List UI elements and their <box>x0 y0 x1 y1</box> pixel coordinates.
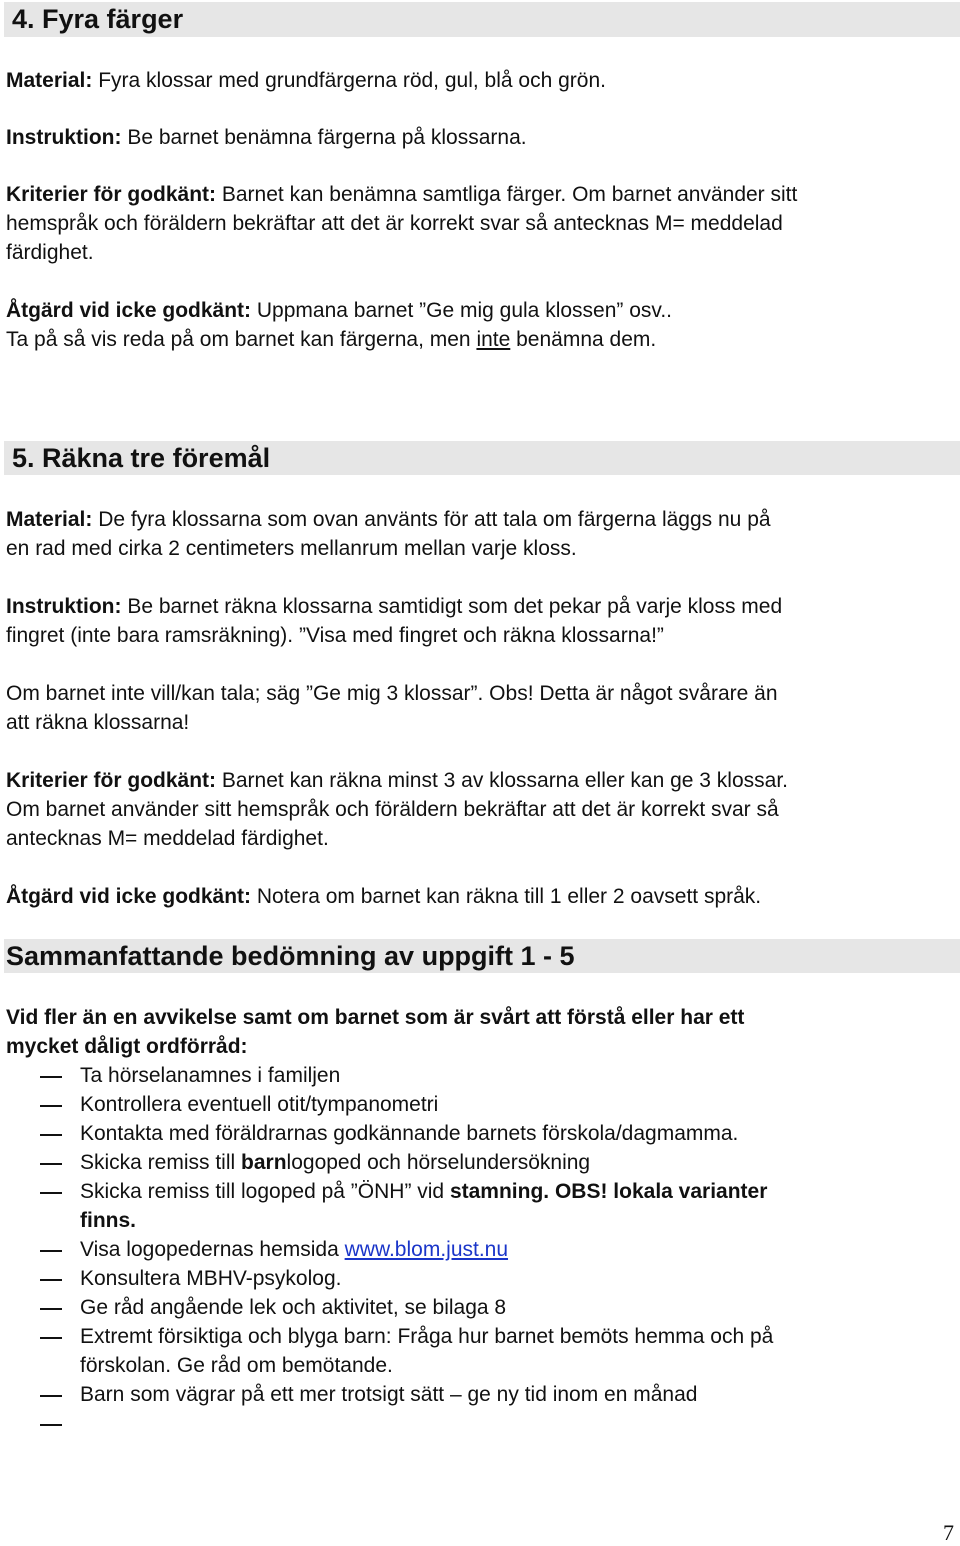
s4-atgard-text1: Uppmana barnet ”Ge mig gula klossen” osv.. <box>251 299 673 322</box>
s5-om-line2: att räkna klossarna! <box>6 711 190 734</box>
s5-atgard-text: Notera om barnet kan räkna till 1 eller 2 oavsett språk. <box>251 885 762 908</box>
s4-material <box>6 70 606 91</box>
page-number: 7 <box>943 1520 954 1545</box>
list-item-text: Skicka remiss till <box>80 1151 242 1174</box>
s4-material-label: Material: <box>6 69 93 92</box>
section-5-heading: 5. Räkna tre föremål <box>12 443 271 473</box>
s4-kriterier-line1 <box>6 184 797 205</box>
list-item <box>80 1181 767 1202</box>
s4-atgard-text2a: Ta på så vis reda på om barnet kan färgerna, men <box>6 328 477 351</box>
summary-intro-line1: Vid fler än en avvikelse samt om barnet som är svårt att förstå eller har ett <box>6 1006 745 1029</box>
list-dash <box>40 1337 62 1339</box>
section-4-heading-band <box>4 2 960 37</box>
s5-kriterier-line3: antecknas M= meddelad färdighet. <box>6 827 329 850</box>
s5-material-label: Material: <box>6 508 93 531</box>
s5-material-text1: De fyra klossarna som ovan använts för att tala om färgerna läggs nu på <box>92 508 771 531</box>
s5-instruktion-line2: fingret (inte bara ramsräkning). ”Visa med fingret och räkna klossarna!” <box>6 624 664 647</box>
s4-kriterier-line3: färdighet. <box>6 241 94 264</box>
s4-instruktion <box>6 127 527 148</box>
summary-heading-band <box>4 939 960 973</box>
list-item-bold: stamning. OBS! lokala varianter <box>449 1180 768 1203</box>
list-dash <box>40 1076 62 1078</box>
s5-atgard <box>6 886 761 907</box>
blom-website-link[interactable]: www.blom.just.nu <box>344 1238 509 1261</box>
s5-kriterier-label: Kriterier för godkänt: <box>6 769 217 792</box>
s5-om-line1: Om barnet inte vill/kan tala; säg ”Ge mig 3 klossar”. Obs! Detta är något svårare än <box>6 682 778 705</box>
list-dash <box>40 1134 62 1136</box>
s4-atgard-line2 <box>6 329 656 350</box>
s5-kriterier-text1: Barnet kan räkna minst 3 av klossarna eller kan ge 3 klossar. <box>216 769 788 792</box>
list-dash <box>40 1395 62 1397</box>
list-item: Ta hörselanamnes i familjen <box>80 1064 341 1087</box>
list-item-text: Visa logopedernas hemsida <box>80 1238 345 1261</box>
section-4-heading: 4. Fyra färger <box>12 4 184 34</box>
section-5-heading-band <box>4 441 960 475</box>
list-item <box>80 1239 508 1260</box>
s4-kriterier-line2: hemspråk och föräldern bekräftar att det är korrekt svar så antecknas M= meddelad <box>6 212 783 235</box>
list-dash-empty <box>40 1424 62 1426</box>
s4-atgard-text2b: benämna dem. <box>510 328 657 351</box>
list-item-continuation: förskolan. Ge råd om bemötande. <box>80 1354 393 1377</box>
list-item: Barn som vägrar på ett mer trotsigt sätt – ge ny tid inom en månad <box>80 1383 698 1406</box>
s5-material-line1 <box>6 509 771 530</box>
list-dash <box>40 1279 62 1281</box>
summary-intro-line2: mycket dåligt ordförråd: <box>6 1035 248 1058</box>
s5-material-line2: en rad med cirka 2 centimeters mellanrum mellan varje kloss. <box>6 537 577 560</box>
list-item-text: logoped och hörselundersökning <box>286 1151 591 1174</box>
list-item-text: Skicka remiss till logoped på ”ÖNH” vid <box>80 1180 450 1203</box>
s5-kriterier-line2: Om barnet använder sitt hemspråk och föräldern bekräftar att det är korrekt svar så <box>6 798 779 821</box>
list-item: Konsultera MBHV-psykolog. <box>80 1267 342 1290</box>
s4-atgard-underlined: inte <box>476 328 511 351</box>
s5-kriterier-line1 <box>6 770 788 791</box>
s4-instruktion-text: Be barnet benämna färgerna på klossarna. <box>121 126 527 149</box>
s4-kriterier-label: Kriterier för godkänt: <box>6 183 217 206</box>
list-item-continuation: finns. <box>80 1209 136 1232</box>
s5-instruktion-line1 <box>6 596 782 617</box>
list-item: Extremt försiktiga och blyga barn: Fråga hur barnet bemöts hemma och på <box>80 1325 774 1348</box>
list-dash <box>40 1192 62 1194</box>
summary-heading: Sammanfattande bedömning av uppgift 1 - 5 <box>6 941 575 971</box>
list-item: Kontakta med föräldrarnas godkännande barnets förskola/dagmamma. <box>80 1122 739 1145</box>
list-dash <box>40 1250 62 1252</box>
list-item-bold: barn <box>241 1151 287 1174</box>
list-item <box>80 1152 590 1173</box>
s4-kriterier-text1: Barnet kan benämna samtliga färger. Om barnet använder sitt <box>216 183 798 206</box>
s5-instruktion-text1: Be barnet räkna klossarna samtidigt som det pekar på varje kloss med <box>121 595 783 618</box>
list-dash <box>40 1163 62 1165</box>
s5-atgard-label: Åtgärd vid icke godkänt: <box>6 885 252 908</box>
list-item: Ge råd angående lek och aktivitet, se bilaga 8 <box>80 1296 507 1319</box>
s4-material-text: Fyra klossar med grundfärgerna röd, gul, blå och grön. <box>92 69 606 92</box>
list-dash <box>40 1308 62 1310</box>
list-dash <box>40 1105 62 1107</box>
s4-atgard-label: Åtgärd vid icke godkänt: <box>6 299 252 322</box>
s4-atgard-line1 <box>6 300 672 321</box>
s4-instruktion-label: Instruktion: <box>6 126 122 149</box>
s5-instruktion-label: Instruktion: <box>6 595 122 618</box>
list-item: Kontrollera eventuell otit/tympanometri <box>80 1093 439 1116</box>
